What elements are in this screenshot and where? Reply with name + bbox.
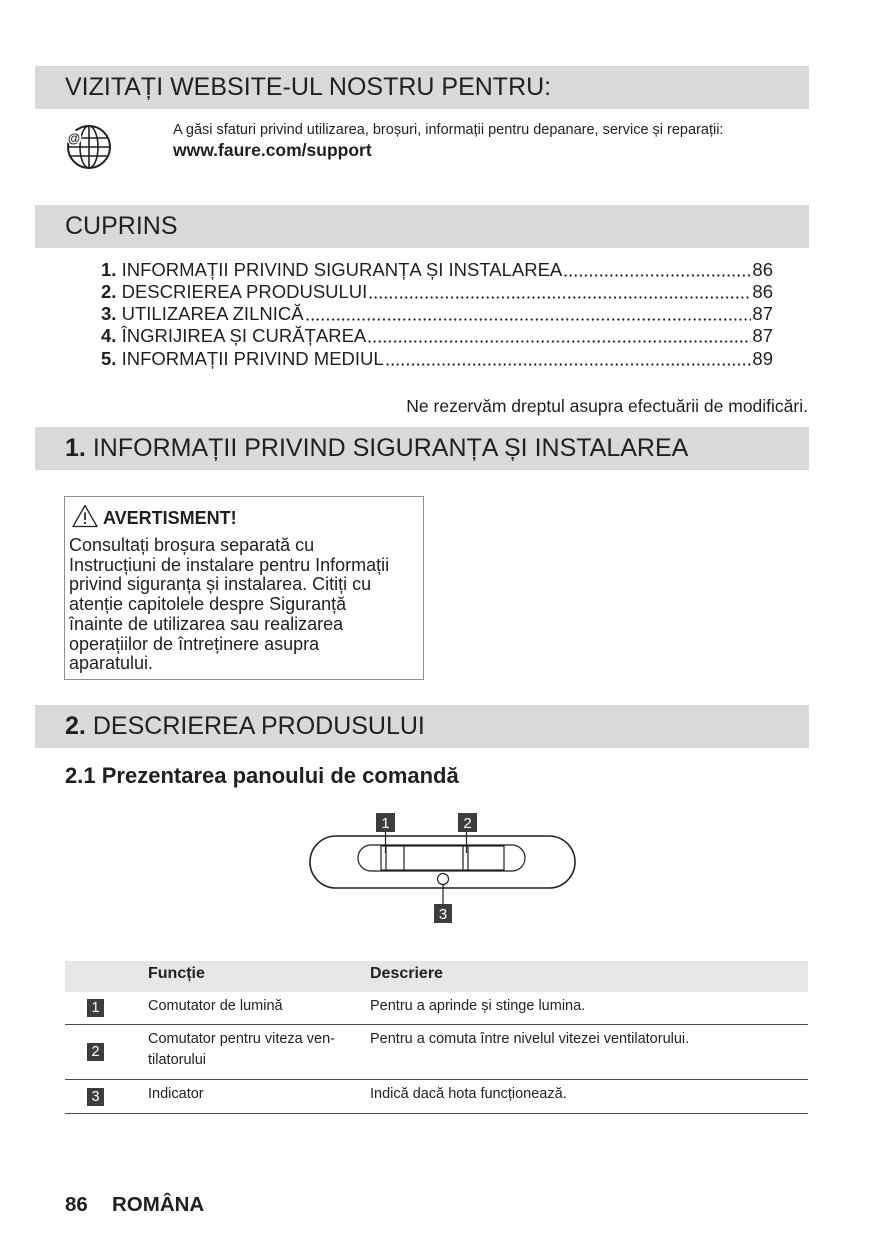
globe-at-icon	[62, 122, 114, 174]
section-2-heading-bar	[35, 705, 809, 748]
section-1-heading-bar	[35, 427, 809, 470]
table-header-row	[65, 961, 808, 992]
warning-text: Consultați broșura separată cu Instrucțiuni de instalare pentru Informații privind siguranța și instalarea. Citiți cu atenție capitolele despre Siguranță înainte de utilizarea sau realizarea operațiilor de întreținere asupra aparatului.	[69, 535, 390, 674]
support-url-link[interactable]: www.faure.com/support	[173, 140, 372, 160]
warning-exclamation-dot	[84, 522, 86, 524]
toc-heading: CUPRINS	[65, 212, 178, 240]
row-description: Pentru a aprinde și stinge lumina.	[370, 998, 586, 1014]
toc-entry[interactable]	[101, 348, 773, 370]
toc-entry-title: DESCRIEREA PRODUSULUI	[121, 281, 368, 302]
control-panel-diagram	[300, 805, 590, 930]
support-description: A găsi sfaturi privind utilizarea, broșuri, informații pentru depanare, service și reparații:	[173, 122, 724, 138]
warning-box	[64, 496, 424, 680]
row-description: Pentru a comuta între nivelul vitezei ventilatorului.	[370, 1031, 690, 1047]
section-1-number: 1.	[65, 434, 86, 462]
toc-heading-bar	[35, 205, 809, 248]
section-2-heading	[65, 705, 425, 748]
section-1-heading	[65, 427, 688, 470]
toc-entry-page: 86	[752, 281, 773, 302]
toc-entry-number: 4.	[101, 325, 117, 346]
page-number: 86	[65, 1193, 88, 1216]
toc-dot-leader	[367, 325, 751, 347]
toc-entry-page: 87	[752, 325, 773, 346]
row-function: Comutator de lumină	[148, 998, 283, 1014]
row-callout-badge: 1	[87, 999, 104, 1017]
warning-triangle-icon	[72, 504, 98, 528]
toc-dot-leader	[385, 348, 752, 370]
toc-entry-number: 1.	[101, 259, 117, 280]
table-row	[65, 992, 808, 1025]
callout-3-label: 3	[438, 906, 448, 923]
function-column-header: Funcție	[148, 965, 205, 982]
toc-entry-page: 87	[752, 303, 773, 324]
website-heading-bar	[35, 66, 809, 109]
callout-2-label: 2	[463, 815, 472, 832]
control-panel-outline	[310, 836, 575, 888]
toc-entry-number: 5.	[101, 348, 117, 369]
toc-entry-page: 86	[752, 259, 773, 280]
website-heading: VIZITAȚI WEBSITE-UL NOSTRU PENTRU:	[65, 73, 552, 101]
callout-3	[434, 904, 452, 923]
toc-entry-number: 3.	[101, 303, 117, 324]
toc-entry[interactable]	[101, 325, 773, 347]
subsection-title: Prezentarea panoului de comandă	[101, 763, 459, 788]
controls-table	[65, 961, 808, 1114]
toc-dot-leader	[368, 281, 751, 303]
callout-1-label: 1	[381, 815, 390, 832]
callout-1	[376, 813, 395, 832]
warning-title: AVERTISMENT!	[103, 508, 237, 528]
toc-entry[interactable]	[101, 303, 773, 325]
row-function: Indicator	[148, 1086, 204, 1102]
table-row	[65, 1025, 808, 1080]
toc-entry[interactable]	[101, 259, 773, 281]
toc-entry-page: 89	[752, 348, 773, 369]
subsection-number: 2.1	[65, 763, 96, 788]
callout-2	[458, 813, 477, 832]
section-1-title: INFORMAȚII PRIVIND SIGURANȚA ȘI INSTALAREA	[92, 434, 689, 462]
toc-entry-title: UTILIZAREA ZILNICĂ	[121, 303, 304, 324]
toc-entry-number: 2.	[101, 281, 117, 302]
section-2-number: 2.	[65, 712, 86, 740]
row-description: Indică dacă hota funcționează.	[370, 1086, 567, 1102]
description-column-header: Descriere	[370, 965, 443, 982]
toc-dot-leader	[563, 259, 751, 281]
modification-notice: Ne rezervăm dreptul asupra efectuării de modificări.	[406, 396, 808, 416]
toc-entry-title: INFORMAȚII PRIVIND MEDIUL	[121, 348, 384, 369]
at-sign-glyph: @	[67, 131, 81, 146]
table-row	[65, 1080, 808, 1114]
toc-dot-leader	[305, 303, 752, 325]
toc-entry-title: INFORMAȚII PRIVIND SIGURANȚA ȘI INSTALAREA	[121, 259, 563, 280]
page-language: ROMÂNA	[112, 1193, 205, 1216]
subsection-heading	[65, 765, 459, 787]
toc-entry[interactable]	[101, 281, 773, 303]
row-function: Comutator pentru viteza ven- tilatorului	[148, 1031, 335, 1068]
toc-entry-title: ÎNGRIJIREA ȘI CURĂȚAREA	[121, 325, 367, 346]
row-callout-badge: 3	[87, 1088, 104, 1106]
row-callout-badge: 2	[87, 1043, 104, 1061]
section-2-title: DESCRIEREA PRODUSULUI	[92, 712, 425, 740]
